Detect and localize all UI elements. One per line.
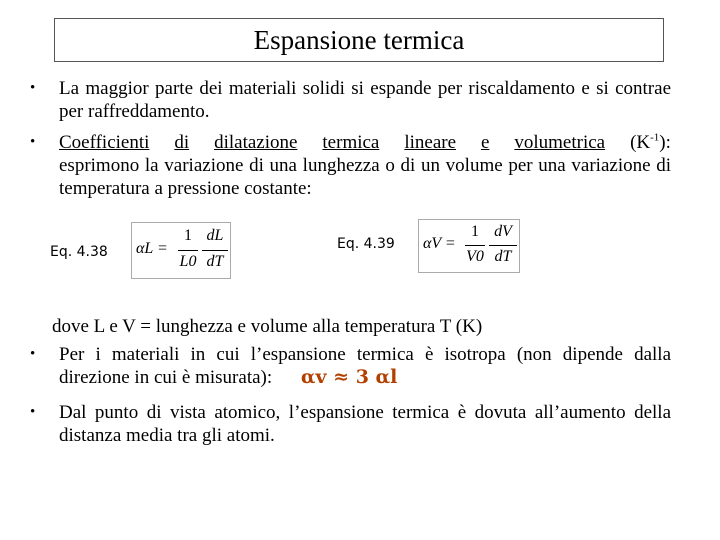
- definition-line: dove L e V = lunghezza e volume alla temperatura T (K): [52, 316, 483, 337]
- bullet-marker-1: •: [30, 80, 36, 96]
- term-coefficienti: Coefficienti: [59, 132, 150, 153]
- bullet-4-text: Dal punto di vista atomico, l’espansione termica è dovuta all’aumento della distanza media tra gli atomi.: [59, 402, 671, 446]
- bullet-marker-2: •: [30, 134, 36, 150]
- eq-4-39-den2: dT: [494, 248, 512, 265]
- term-termica: termica: [322, 132, 380, 153]
- bullet-3-text: [59, 343, 671, 389]
- bullet-marker-3: •: [30, 346, 36, 362]
- term-lineare: lineare: [404, 132, 457, 153]
- eq-4-38-formula: [131, 222, 231, 279]
- eq-4-39-den1: V0: [466, 248, 484, 265]
- eq-4-38-num2: dL: [206, 227, 224, 244]
- slide-title: Espansione termica: [253, 24, 465, 55]
- eq-4-39-formula: [418, 219, 520, 273]
- eq-4-39-fraction-bar-1: [465, 245, 485, 246]
- bullet-marker-4: •: [30, 404, 36, 420]
- eq-4-38-fraction-bar-2: [202, 250, 228, 251]
- isotropic-formula: αv ≈ 3 αl: [300, 366, 398, 388]
- eq-4-38-lhs: αL =: [136, 240, 168, 257]
- unit-kelvin-inverse: $(K^{-1})$:: [630, 131, 671, 153]
- bullet-2-text: [59, 131, 671, 200]
- eq-4-38-num1: 1: [184, 227, 192, 244]
- eq-4-39-lhs: αV =: [423, 235, 456, 252]
- term-e: e: [480, 132, 490, 153]
- eq-4-38-label: Eq. 4.38: [50, 244, 108, 260]
- eq-4-38-den2: dT: [206, 253, 224, 270]
- term-di: di: [174, 132, 190, 153]
- bullet-1-text: La maggior parte dei materiali solidi si espande per riscaldamento e si contrae per raffreddamento.: [59, 78, 671, 122]
- slide-title-box: [54, 18, 664, 62]
- eq-4-38-den1: L0: [179, 253, 197, 270]
- term-dilatazione: dilatazione: [214, 132, 298, 153]
- term-volumetrica: volumetrica: [514, 132, 606, 153]
- bullet-2-rest: esprimono la variazione di una lunghezza o di un volume per una variazione di temperatura a pressione costante:: [59, 155, 671, 199]
- eq-4-39-fraction-bar-2: [489, 245, 517, 246]
- eq-4-39-num2: dV: [494, 223, 512, 240]
- eq-4-39-num1: 1: [471, 223, 479, 240]
- eq-4-39-label: Eq. 4.39: [337, 236, 395, 252]
- eq-4-38-fraction-bar-1: [178, 250, 198, 251]
- bullet-3-body: Per i materiali in cui l’espansione termica è isotropa (non dipende dalla direzione in cui è misurata):: [59, 344, 671, 388]
